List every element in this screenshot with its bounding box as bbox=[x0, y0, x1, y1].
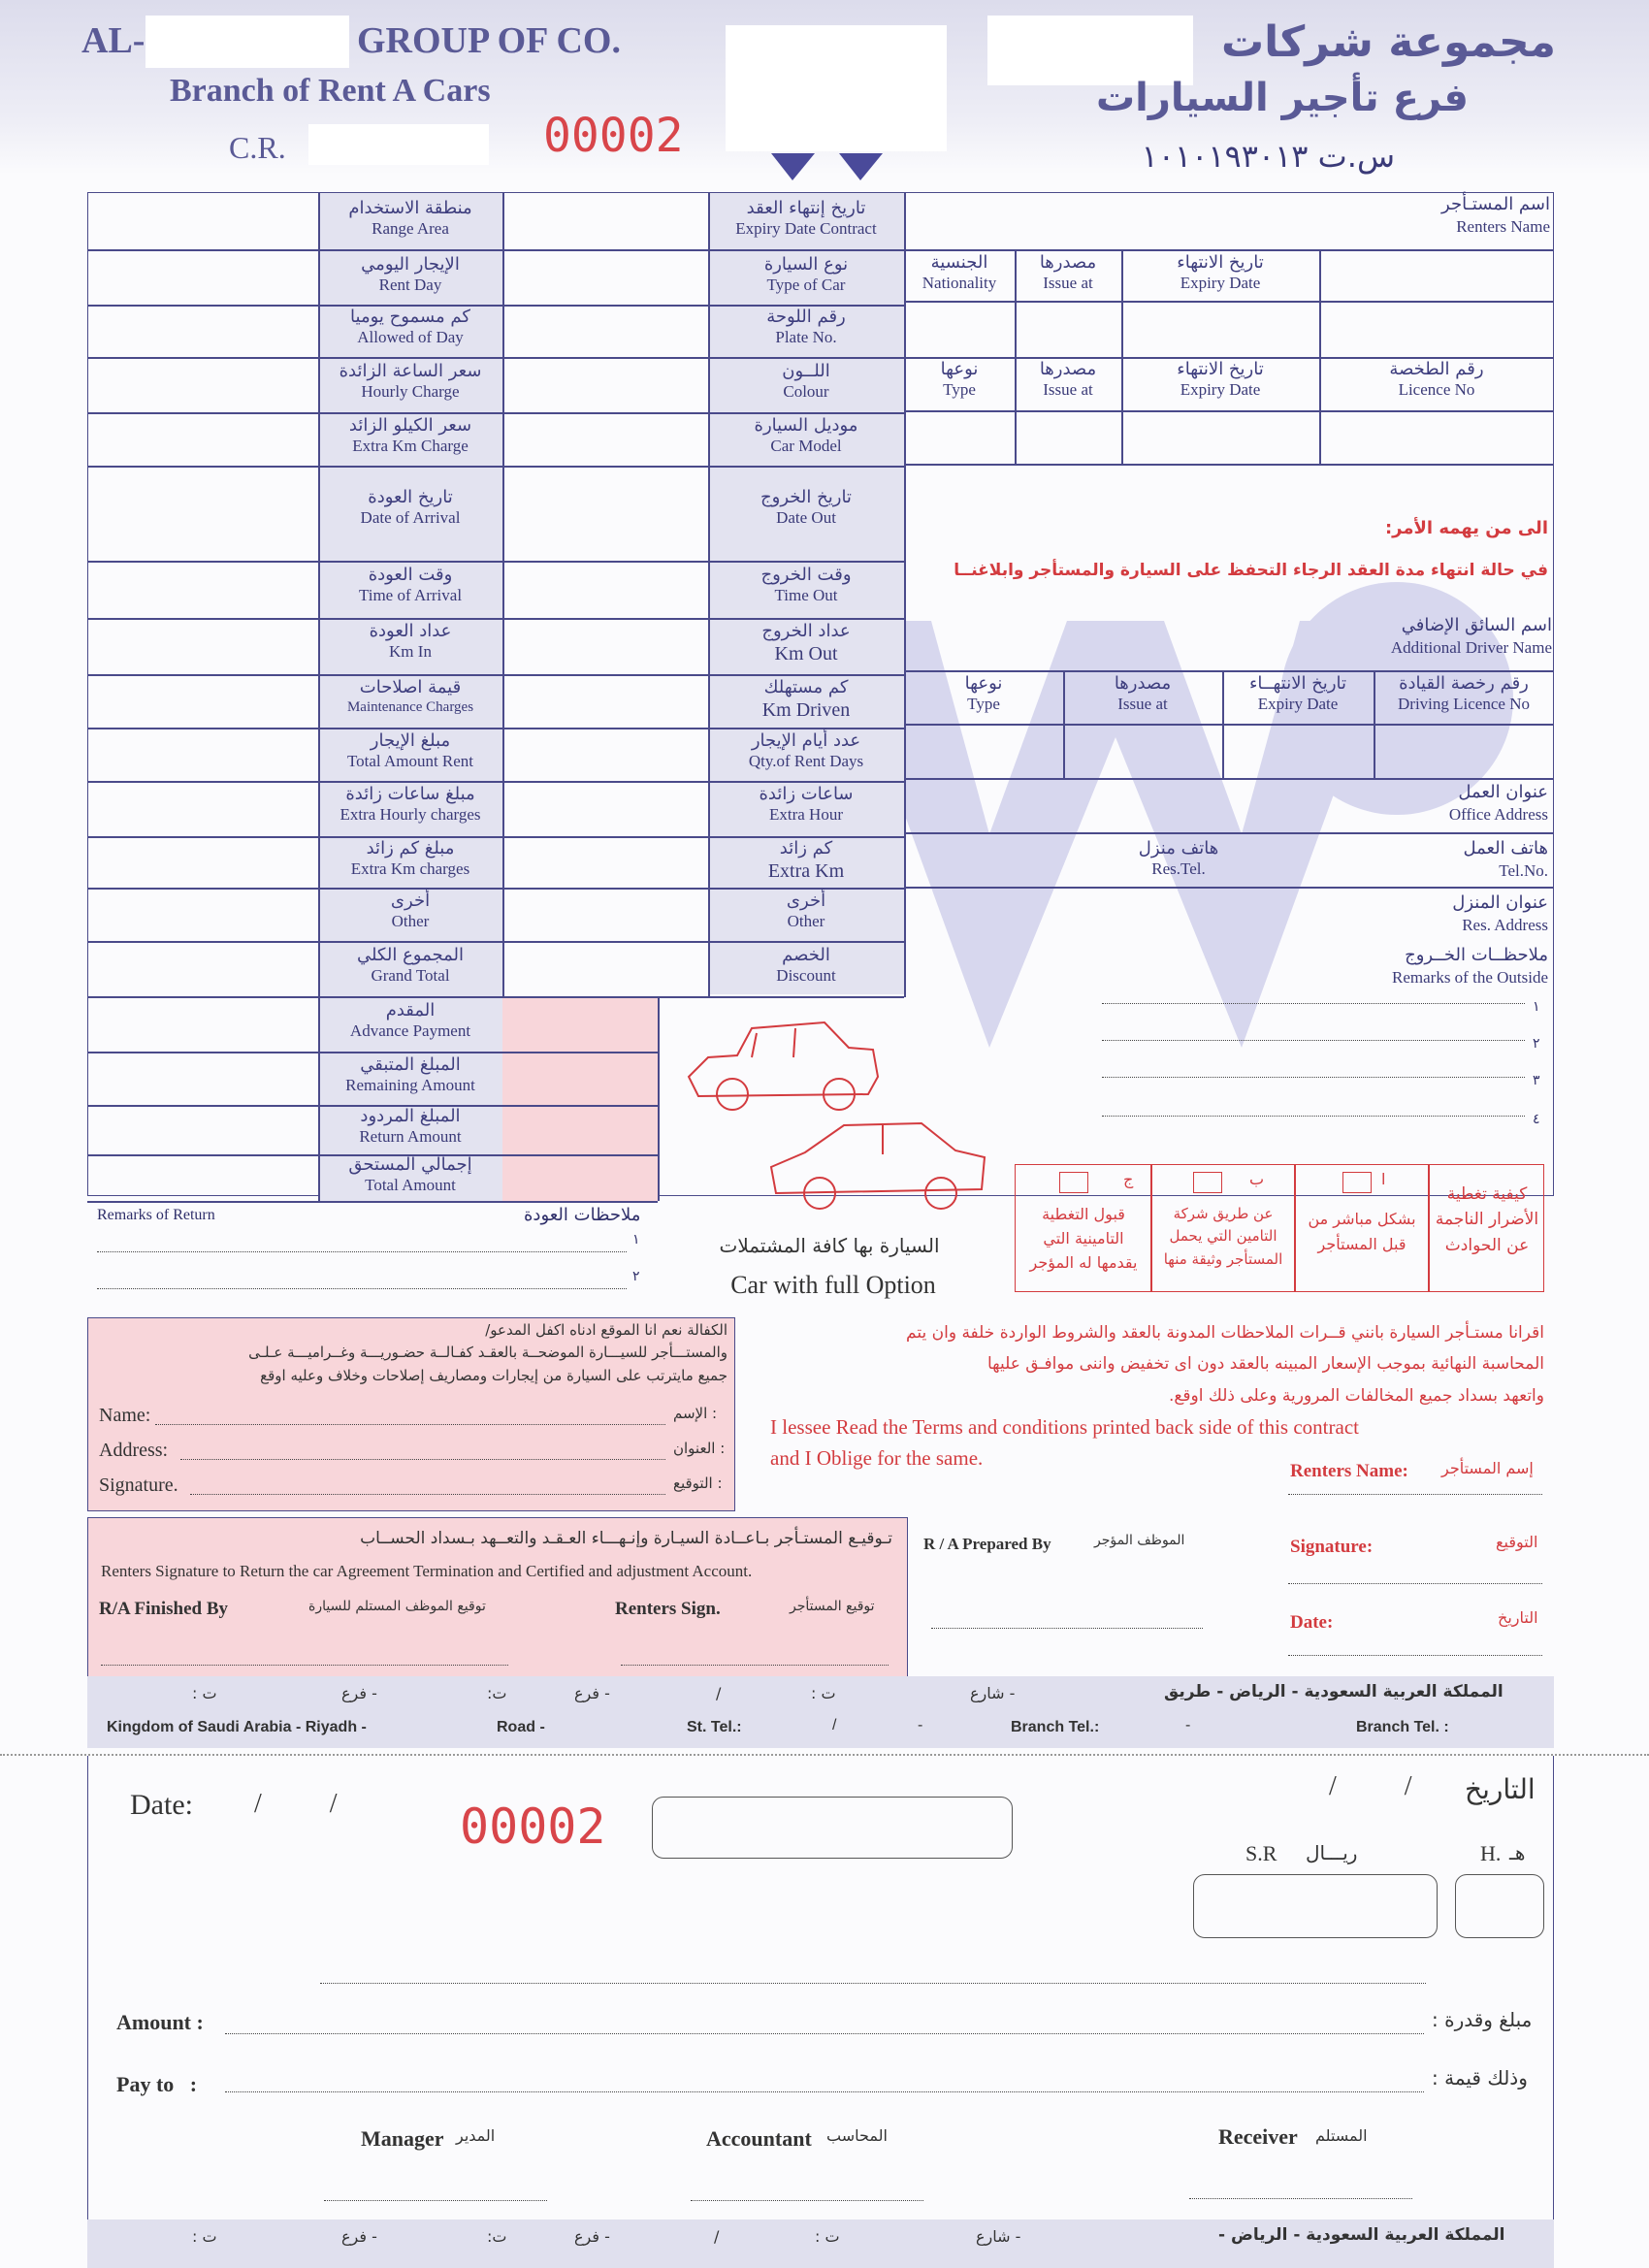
label-total-amount: إجمالي المستحق Total Amount bbox=[348, 1154, 472, 1194]
receiver-label: Receiver bbox=[1218, 2124, 1298, 2149]
coverage-option-b-checkbox[interactable] bbox=[1193, 1172, 1222, 1193]
contract-serial: 00002 bbox=[543, 109, 684, 163]
footer2-ar-tel2: ت: bbox=[487, 2227, 507, 2246]
grid-line bbox=[87, 466, 904, 468]
receipt-h-label: H. bbox=[1480, 1841, 1502, 1865]
declaration-en-line-1: I lessee Read the Terms and conditions printed back side of this contract bbox=[770, 1415, 1359, 1439]
guarantee-line-1: الكفالة نعم انا الموقع ادناه اكفل المدعو/ bbox=[485, 1321, 728, 1339]
return-remark-num-1: ١ bbox=[632, 1232, 640, 1247]
guarantor-address-ar: العنوان : bbox=[673, 1440, 726, 1457]
company-suffix: GROUP OF CO. bbox=[357, 20, 621, 61]
pickup-car-illustration bbox=[679, 1009, 883, 1125]
grid-line bbox=[1294, 1164, 1296, 1292]
guarantee-text bbox=[97, 1319, 728, 1387]
footer-ar-slash: / bbox=[716, 1684, 722, 1702]
footer-ar-country: المملكة العربية السعودية - الرياض - طريق bbox=[1164, 1682, 1504, 1701]
footer-en-branch2: Branch Tel. : bbox=[1356, 1719, 1449, 1735]
grid-line bbox=[87, 357, 904, 359]
footer-en-dash: - bbox=[918, 1717, 923, 1733]
remark-line-2[interactable] bbox=[1102, 1040, 1525, 1041]
footer2-ar-tel: ت : bbox=[815, 2227, 840, 2246]
ra-prepared-ar: الموظف المؤجر bbox=[1094, 1533, 1185, 1548]
grid-line bbox=[904, 192, 906, 997]
grid-line bbox=[904, 249, 1554, 251]
receiver-label-ar: المستلم bbox=[1315, 2126, 1368, 2145]
logo-marks bbox=[766, 153, 892, 182]
label-range-area: منطقة الاستخدام Range Area bbox=[348, 198, 472, 238]
amount-field[interactable] bbox=[225, 2033, 1424, 2034]
full-option-en: Car with full Option bbox=[730, 1271, 936, 1299]
label-plate-no: رقم اللوحة Plate No. bbox=[766, 307, 846, 346]
renter-date-ar: التاريخ bbox=[1498, 1608, 1538, 1627]
label-rent-day: الإيجار اليومي Rent Day bbox=[361, 254, 460, 294]
label-discount: الخصم Discount bbox=[776, 945, 836, 985]
receipt-line-top[interactable] bbox=[320, 1983, 1426, 1984]
return-remarks-en: Remarks of Return bbox=[97, 1207, 215, 1223]
accountant-sign-field[interactable] bbox=[691, 2200, 923, 2201]
grid-line bbox=[904, 724, 1554, 726]
manager-label-ar: المدير bbox=[456, 2126, 496, 2145]
label-km-driven: كم مستهلك Km Driven bbox=[761, 677, 851, 721]
amount-label-ar: مبلغ وقدرة : bbox=[1432, 2008, 1533, 2031]
coverage-option-b-letter: ب bbox=[1249, 1170, 1265, 1188]
renter-date-label: Date: bbox=[1290, 1612, 1334, 1633]
receiver-sign-field[interactable] bbox=[1189, 2198, 1412, 2199]
label-allowed-day: كم مسموح يوميا Allowed of Day bbox=[350, 307, 470, 346]
label-colour: اللــون Colour bbox=[782, 361, 830, 401]
ra-prepared-field[interactable] bbox=[931, 1628, 1203, 1629]
grid-line bbox=[658, 997, 660, 1201]
notice-title: الى من يهمه الأمر: bbox=[1384, 518, 1548, 538]
redacted-cr-number bbox=[308, 124, 489, 165]
footer2-ar-slash: / bbox=[714, 2227, 720, 2246]
receipt-serial: 00002 bbox=[460, 1798, 606, 1855]
grid-line bbox=[87, 1052, 658, 1053]
footer-en-dash2: - bbox=[1185, 1717, 1191, 1733]
accountant-label: Accountant bbox=[706, 2126, 812, 2151]
receipt-date-slashes: / / bbox=[254, 1789, 338, 1819]
grid-line bbox=[87, 728, 904, 729]
label-time-arrival: وقت العودة Time of Arrival bbox=[358, 565, 463, 604]
footer-ar-branch1: - فرع bbox=[574, 1684, 610, 1702]
guarantor-signature-label: Signature. bbox=[99, 1474, 178, 1496]
label-remaining: المبلغ المتبقي Remaining Amount bbox=[345, 1054, 475, 1094]
dl-expiry-label: تاريخ الانتهــاء Expiry Date bbox=[1248, 673, 1347, 713]
guarantor-name-label: Name: bbox=[99, 1405, 151, 1426]
branch-title-en: Branch of Rent A Cars bbox=[170, 73, 491, 109]
company-prefix: AL- bbox=[81, 20, 146, 61]
return-remark-line-1[interactable] bbox=[97, 1251, 627, 1252]
grid-line bbox=[904, 670, 1554, 672]
grid-line bbox=[87, 561, 904, 563]
label-return-amount: المبلغ المردود Return Amount bbox=[359, 1106, 462, 1146]
nationality-label: الجنسية Nationality bbox=[922, 252, 997, 292]
grid-line bbox=[1319, 249, 1321, 464]
res-tel-label: هاتف منزل Res.Tel. bbox=[1138, 838, 1219, 878]
remark-line-1[interactable] bbox=[1102, 1003, 1525, 1004]
label-date-out: تاريخ الخروج Date Out bbox=[760, 487, 852, 527]
licence-expiry-label: تاريخ الانتهاء Expiry Date bbox=[1177, 359, 1264, 399]
renters-sign-field[interactable] bbox=[621, 1665, 889, 1666]
coverage-option-a-letter: ا bbox=[1381, 1170, 1386, 1188]
remark-num-1: ١ bbox=[1533, 999, 1540, 1015]
declaration-ar-line-2: المحاسبة النهائية بموجب الإسعار المبينه بالعقد دون اى تخفيض واننى موافـق عليها bbox=[986, 1354, 1544, 1375]
declaration-ar-line-3: واتعهد بسداد جميع المخالفات المرورية وعلى ذلك اوقع. bbox=[1168, 1385, 1544, 1406]
ra-prepared-label: R / A Prepared By bbox=[923, 1535, 1051, 1553]
label-extra-km-mid: كم زائد Extra Km bbox=[767, 838, 845, 882]
cr-label: C.R. bbox=[229, 130, 286, 165]
receipt-date-label: Date: bbox=[130, 1789, 193, 1821]
grid-line bbox=[904, 778, 1554, 780]
coverage-option-c-checkbox[interactable] bbox=[1059, 1172, 1088, 1193]
full-option-ar: السيارة بها كافة المشتملات bbox=[719, 1234, 940, 1257]
coverage-option-a-text: بشكل مباشر من قبل المستأجر bbox=[1308, 1210, 1416, 1253]
cr-ar: س.ت ١٠١٠١٩٣٠١٣ bbox=[1141, 138, 1395, 175]
grid-line bbox=[1428, 1164, 1430, 1292]
manager-sign-field[interactable] bbox=[324, 2200, 547, 2201]
renter-signature-label: Signature: bbox=[1290, 1537, 1374, 1557]
renter-name-sig-field[interactable] bbox=[1288, 1494, 1542, 1495]
grid-line bbox=[87, 781, 904, 783]
company-title-ar: مجموعة شركات bbox=[1220, 17, 1556, 67]
dl-type-label: نوعها Type bbox=[964, 673, 1003, 713]
remark-num-3: ٣ bbox=[1533, 1073, 1540, 1088]
payment-values-shaded bbox=[502, 997, 658, 1201]
renter-date-field[interactable] bbox=[1288, 1655, 1542, 1656]
remark-line-3[interactable] bbox=[1102, 1077, 1525, 1078]
label-type-car: نوع السيارة Type of Car bbox=[763, 254, 849, 294]
remark-num-2: ٢ bbox=[1533, 1036, 1540, 1052]
remark-line-4[interactable] bbox=[1102, 1116, 1525, 1117]
renter-signature-ar: التوقيع bbox=[1496, 1533, 1538, 1551]
renter-name-label: اسم المستـأجر Renters Name bbox=[1441, 194, 1550, 236]
receipt-halala-label: هـ bbox=[1509, 1841, 1526, 1864]
grid-line bbox=[904, 301, 1554, 303]
renter-name-sig-label: Renters Name: bbox=[1290, 1461, 1408, 1481]
label-advance: المقدم Advance Payment bbox=[349, 1000, 471, 1040]
id-expiry-label: تاريخ الانتهاء Expiry Date bbox=[1177, 252, 1264, 292]
ra-finished-label: R/A Finished By bbox=[99, 1599, 229, 1619]
coverage-option-c-letter: ج bbox=[1123, 1170, 1134, 1188]
office-address-label: عنوان العمل Office Address bbox=[1448, 782, 1548, 824]
label-km-out: عداد الخروج Km Out bbox=[761, 621, 851, 664]
id-issue-label: مصدرها Issue at bbox=[1039, 252, 1097, 292]
grid-line bbox=[904, 464, 1554, 466]
label-grand-total: المجموع الكلي Grand Total bbox=[356, 945, 465, 985]
footer2-ar-country: المملكة العربية السعودية - الرياض - bbox=[1218, 2225, 1505, 2245]
grid-line bbox=[87, 412, 904, 414]
footer2-ar-branch1: - فرع bbox=[574, 2227, 610, 2246]
redacted-company-name bbox=[146, 16, 349, 68]
grid-line bbox=[87, 674, 904, 676]
footer-ar-street: - شارع bbox=[970, 1684, 1016, 1702]
label-other-left: أخرى Other bbox=[390, 891, 431, 930]
coverage-option-a-checkbox[interactable] bbox=[1342, 1172, 1372, 1193]
manager-label: Manager bbox=[361, 2126, 444, 2151]
renters-sign-label: Renters Sign. bbox=[615, 1599, 721, 1619]
dl-issue-label: مصدرها Issue at bbox=[1114, 673, 1172, 713]
grid-line bbox=[87, 941, 904, 943]
receipt-date-ar: التاريخ bbox=[1465, 1773, 1536, 1805]
label-date-arrival: تاريخ العودة Date of Arrival bbox=[360, 487, 461, 527]
label-km-in: عداد العودة Km In bbox=[369, 621, 452, 661]
grid-line bbox=[87, 888, 904, 890]
footer2-ar-tel3: ت : bbox=[192, 2227, 217, 2246]
label-total-rent: مبلغ الإيجار Total Amount Rent bbox=[346, 730, 474, 770]
tel-no-label: هاتف العمل Tel.No. bbox=[1463, 838, 1548, 880]
licence-type-label: نوعها Type bbox=[940, 359, 979, 399]
sedan-car-illustration bbox=[766, 1114, 989, 1220]
renters-sign-ar: توقيع المستأجر bbox=[790, 1599, 875, 1614]
label-extra-hour: ساعات زائدة Extra Hour bbox=[759, 784, 854, 824]
guarantor-name-field[interactable] bbox=[155, 1424, 665, 1425]
footer-en-sttel: St. Tel.: bbox=[687, 1719, 742, 1735]
footer-ar-tel: ت : bbox=[811, 1684, 836, 1702]
label-extra-hourly: مبلغ ساعات زائدة Extra Hourly charges bbox=[340, 784, 481, 824]
halala-amount-box[interactable] bbox=[1455, 1874, 1544, 1938]
guarantor-address-label: Address: bbox=[99, 1440, 169, 1461]
footer-en-road: Road - bbox=[497, 1719, 545, 1735]
coverage-title: كيفية تغطية الأضرار الناجمة عن الحوادث bbox=[1435, 1184, 1539, 1255]
label-time-out: وقت الخروج Time Out bbox=[760, 565, 852, 604]
remark-num-4: ٤ bbox=[1533, 1112, 1540, 1127]
outside-remarks-label: ملاحظــات الخــروج Remarks of the Outside bbox=[1392, 945, 1548, 987]
receipt-amount-box[interactable] bbox=[652, 1797, 1013, 1859]
declaration-ar-line-1: اقرانا مستـأجر السيارة بانني قــرات الملاحظات المدونة بالعقد والشروط الواردة خلفة وان يتم bbox=[906, 1323, 1544, 1343]
ra-finished-field[interactable] bbox=[101, 1665, 508, 1666]
return-signature-ar: تـوقيـع المستـأجر بـاعــادة السيـارة وإنـهـــاء العـقـد والتعــهد بـسداد الحســاب bbox=[360, 1529, 892, 1548]
footer-ar-tel3: ت : bbox=[192, 1684, 217, 1702]
declaration-en-line-2: and I Oblige for the same. bbox=[770, 1445, 984, 1470]
receipt-riyal-label: ريـــال bbox=[1306, 1841, 1358, 1864]
accountant-label-ar: المحاسب bbox=[826, 2126, 888, 2145]
guarantee-line-2: والمستـــأجر للسيـــارة الموضحــة بالعقـد كفـالــة حضـوريـــة وغــراميـــة عـلـى bbox=[248, 1344, 728, 1362]
additional-driver-label: اسم السائق الإضافي Additional Driver Name bbox=[1390, 615, 1552, 657]
coverage-option-b-text: عن طريق شركة التامين التي يحمل المستأجر وثيقة منها bbox=[1163, 1205, 1283, 1268]
grid-line bbox=[87, 618, 904, 620]
ra-finished-ar: توقيع الموظف المستلم للسيارة bbox=[308, 1599, 486, 1614]
guarantor-signature-ar: التوقيع : bbox=[673, 1474, 723, 1492]
renter-signature-field[interactable] bbox=[1288, 1583, 1542, 1584]
guarantor-address-field[interactable] bbox=[180, 1459, 665, 1460]
label-other-mid: أخرى Other bbox=[786, 891, 826, 930]
payto-field[interactable] bbox=[225, 2091, 1424, 2092]
receipt-date-ar-slashes: / / bbox=[1329, 1771, 1412, 1801]
redacted-logo bbox=[726, 25, 947, 151]
renter-name-sig-ar: إسم المستأجر bbox=[1441, 1459, 1534, 1477]
notice-text: في حالة انتهاء مدة العقد الرجاء التحفظ على السيارة والمستأجر وابلاغنــا bbox=[954, 561, 1548, 580]
label-car-model: موديل السيارة Car Model bbox=[754, 415, 858, 455]
guarantee-line-3: جميع مايترتب على السيارة من إيجارات ومصاريف إصلاحات وخلاف وعليه اوقع bbox=[260, 1366, 728, 1384]
branch-title-ar: فرع تأجير السيارات bbox=[1095, 76, 1469, 120]
footer2-ar-branch2: - فرع bbox=[341, 2227, 377, 2246]
label-extra-km: مبلغ كم زائد Extra Km charges bbox=[350, 838, 470, 878]
payto-label: Pay to : bbox=[116, 2072, 198, 2096]
footer-ar-tel2: ت: bbox=[487, 1684, 507, 1702]
grid-line bbox=[904, 887, 1554, 889]
declaration-ar bbox=[757, 1317, 1544, 1411]
dl-no-label: رقم رخصة القيادة Driving Licence No bbox=[1398, 673, 1530, 713]
amount-label: Amount : bbox=[116, 2010, 204, 2034]
coverage-option-c-text: قبول التغطية التامينية التي يقدمها له المؤجر bbox=[1029, 1205, 1138, 1272]
label-hourly-charge: سعر الساعة الزائدة Hourly Charge bbox=[339, 361, 482, 401]
riyal-amount-box[interactable] bbox=[1193, 1874, 1438, 1938]
return-remark-line-2[interactable] bbox=[97, 1288, 627, 1289]
footer-en-slash: / bbox=[832, 1717, 837, 1733]
declaration-en bbox=[770, 1412, 1359, 1474]
licence-no-label: رقم الطخصة Licence No bbox=[1389, 359, 1484, 399]
label-maintenance: قيمة اصلاحات Maintenance Charges bbox=[346, 677, 474, 715]
label-rent-days: عدد أيام الإيجار Qty.of Rent Days bbox=[748, 730, 864, 770]
payto-label-ar: وذلك قيمة : bbox=[1432, 2066, 1528, 2090]
licence-issue-label: مصدرها Issue at bbox=[1039, 359, 1097, 399]
grid-line bbox=[87, 249, 904, 251]
grid-line bbox=[904, 410, 1554, 412]
grid-line bbox=[904, 832, 1554, 834]
grid-line bbox=[1150, 1164, 1152, 1292]
guarantor-name-ar: الإسم : bbox=[673, 1405, 718, 1422]
grid-line bbox=[87, 996, 904, 998]
return-remarks-ar: ملاحظات العودة bbox=[524, 1205, 641, 1225]
return-signature-en: Renters Signature to Return the car Agreement Termination and Certified and adjustment Account. bbox=[101, 1562, 753, 1580]
res-address-label: عنوان المنزل Res. Address bbox=[1452, 892, 1548, 934]
return-remark-num-2: ٢ bbox=[632, 1269, 640, 1284]
footer-en-country: Kingdom of Saudi Arabia - Riyadh - bbox=[107, 1719, 367, 1735]
guarantor-signature-field[interactable] bbox=[190, 1494, 665, 1495]
footer-ar-branch2: - فرع bbox=[341, 1684, 377, 1702]
label-extra-km-charge: سعر الكيلو الزائد Extra Km Charge bbox=[348, 415, 472, 455]
grid-line bbox=[502, 192, 504, 997]
footer-en-branch1: Branch Tel.: bbox=[1011, 1719, 1100, 1735]
label-expiry-contract: تاريخ إنتهاء العقد Expiry Date Contract bbox=[735, 198, 877, 238]
receipt-sr-label: S.R bbox=[1245, 1841, 1277, 1865]
footer2-ar-street: - شارع bbox=[976, 2227, 1021, 2246]
